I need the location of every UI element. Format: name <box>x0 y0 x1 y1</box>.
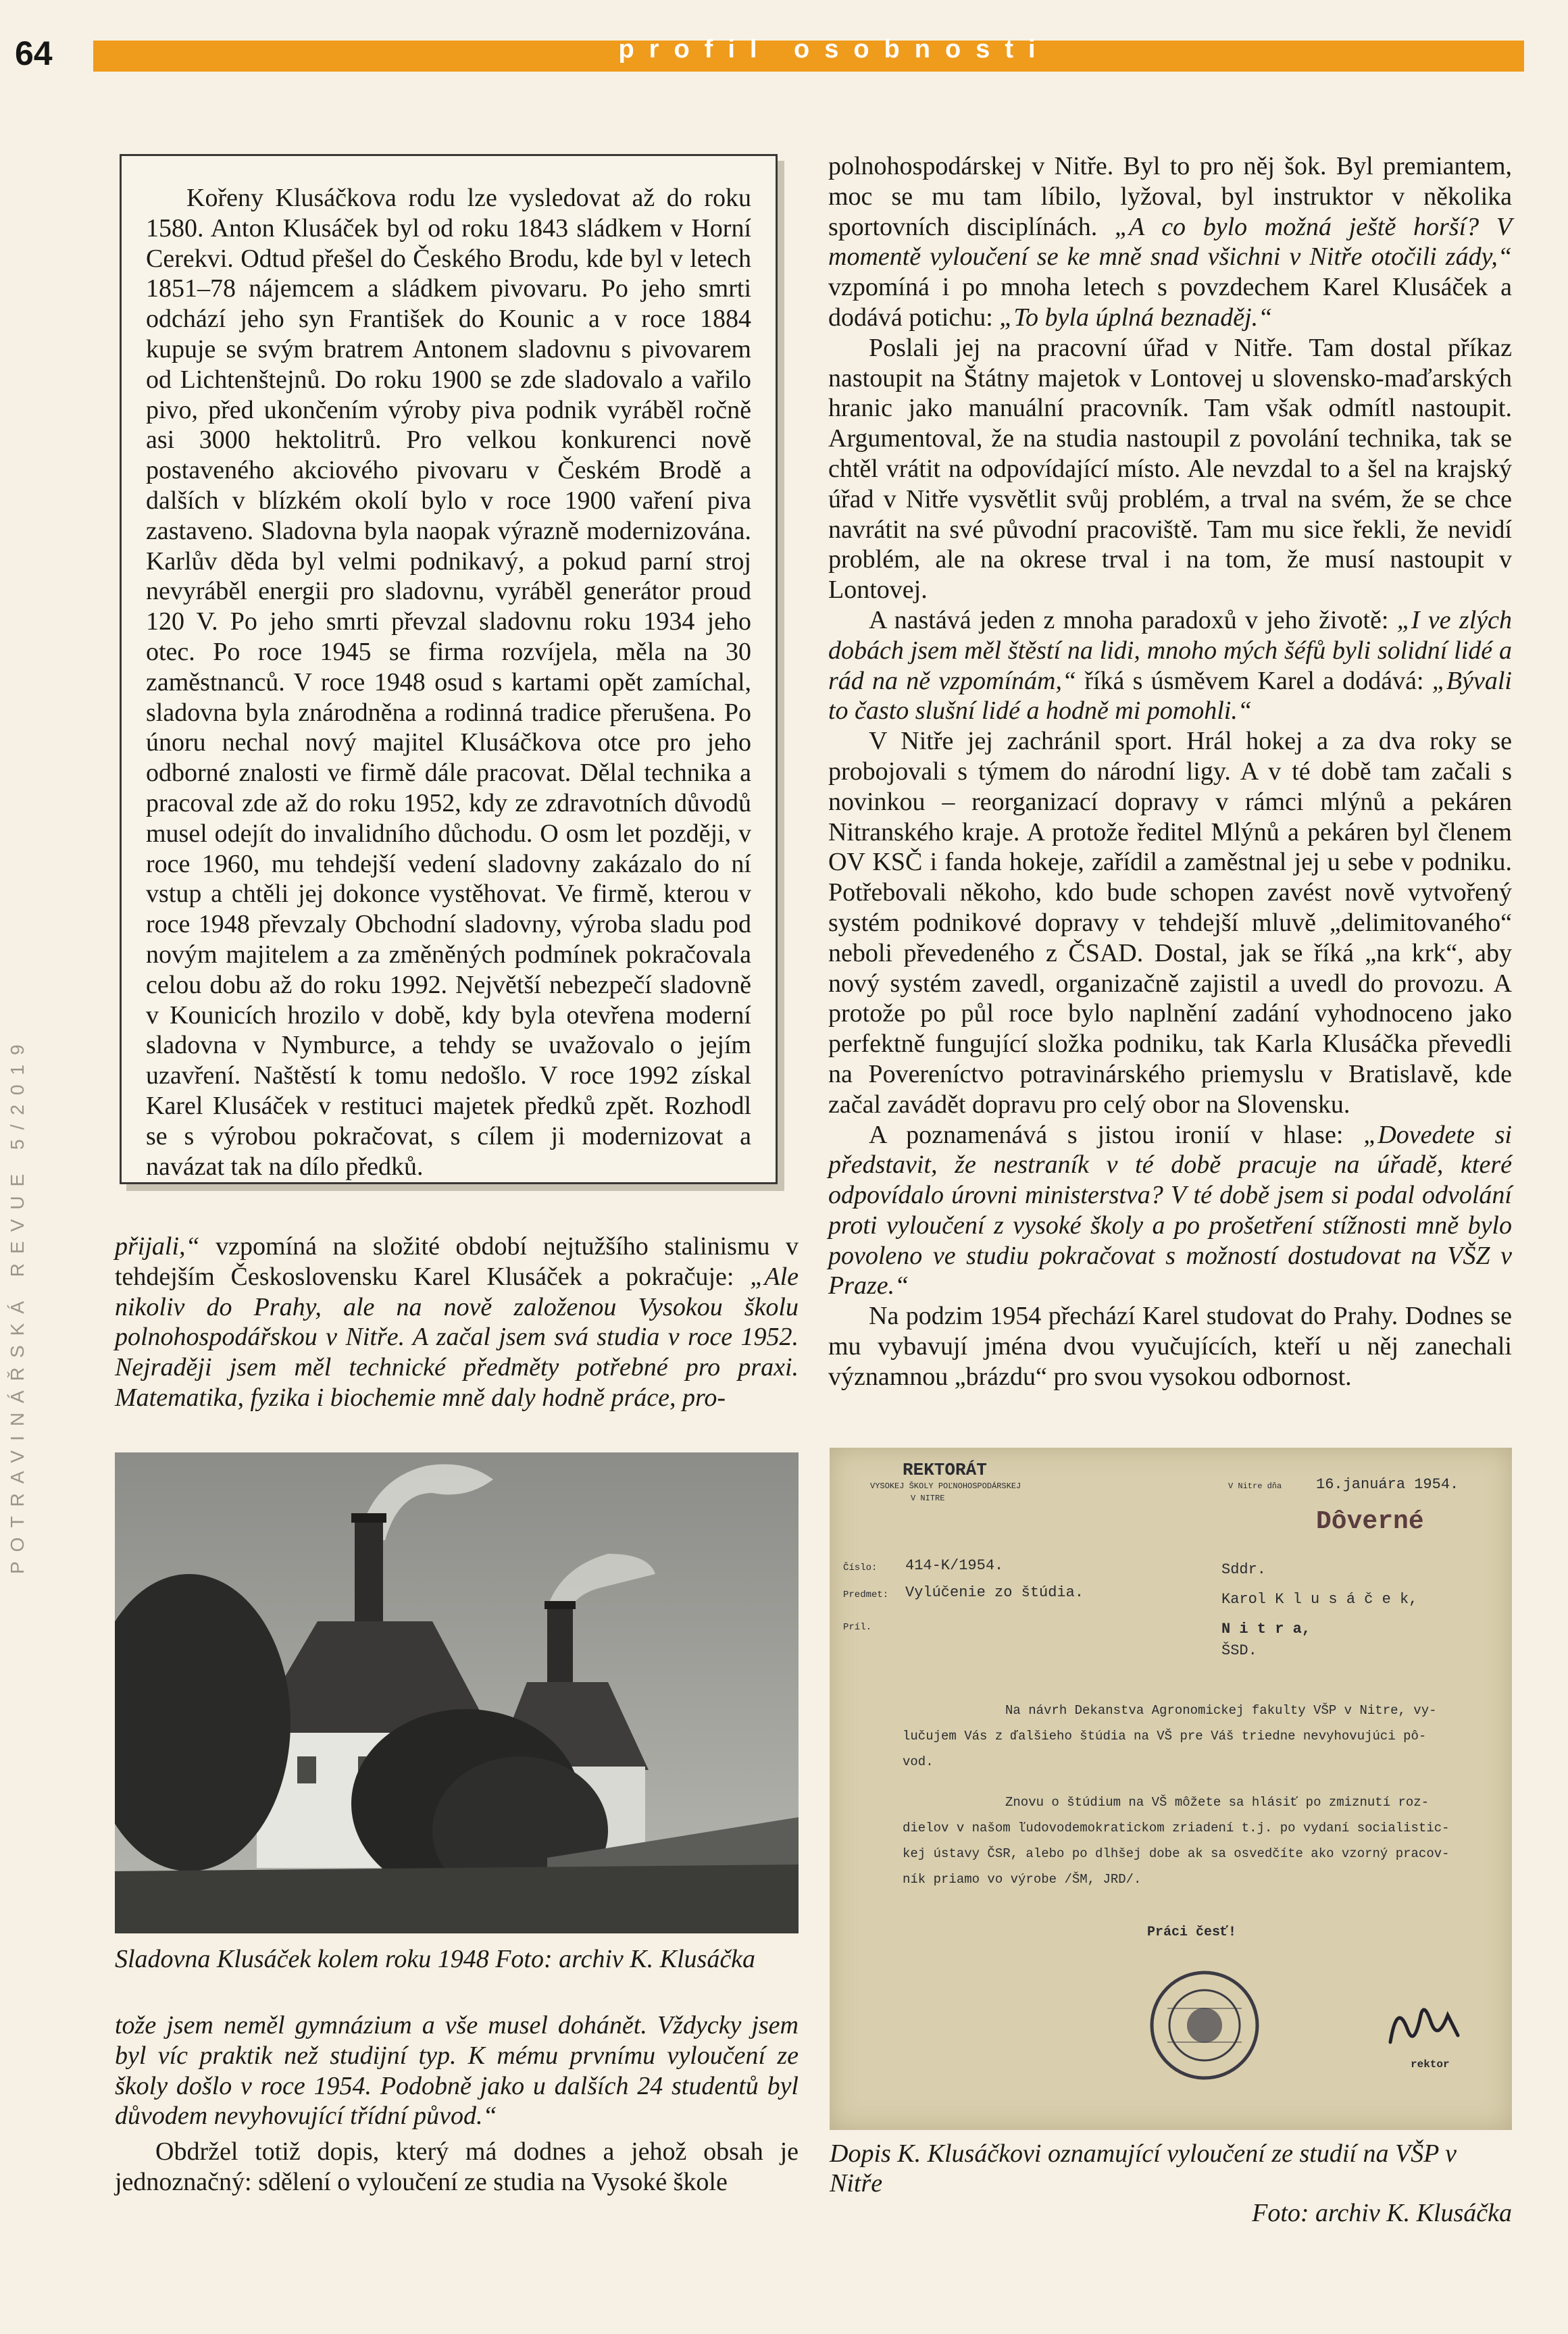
right-p5-italic: „Dovedete si představit, že nestraník v té době pracuje na úřadě, které odpovídalo úrovni ministerstva? V té době jsem si podal odvolání proti vyloučení z vysoké školy a po prošetření stížnosti mně bylo povoleno ve studiu pokračovat s možností dostudovat na VŠZ v Praze.“ <box>828 1120 1512 1300</box>
left-p1-italic-end: „Ale nikoliv do Prahy, ale na nově založenou Vysokou školu polnohospodářskou v Nitře. A začal jsem svá studia v roce 1952. Nejraději jsem měl technické předměty potřebné pro praxi. Matematika, fyzika i biochemie mně daly hodně práce, pro- <box>115 1262 799 1412</box>
left-paragraph-2: tože jsem neměl gymnázium a vše musel dohánět. Vždycky jsem byl víc praktik než studijní typ. K mému prvnímu vyloučení ze školy došlo v roce 1954. Podobně jako u dalších 24 studentů byl důvodem nevyhovující třídní původ.“ <box>115 2011 799 2131</box>
left-column-lower <box>115 2010 799 2198</box>
right-p3-a: A nastává jeden z mnoha paradoxů v jeho životě: <box>869 605 1397 634</box>
letter-caption-text: Dopis K. Klusáčkovi oznamující vyloučení ze studií na VŠP v Nitře <box>830 2139 1457 2198</box>
letter-body-7: ník priamo vo výrobe /ŠM, JRD/. <box>903 1872 1142 1887</box>
right-paragraph-3 <box>828 605 1512 726</box>
right-p1-italic-b: „To byla úplná beznaděj.“ <box>999 303 1273 332</box>
left-p1-normal: vzpomíná na složité období nejtužšího stalinismu v tehdejším Československu Karel Klusáček a pokračuje: <box>115 1232 799 1291</box>
right-p5-a: A poznamenává s jistou ironií v hlase: <box>869 1120 1364 1149</box>
malthouse-photo <box>115 1452 799 1933</box>
right-p3-italic-a: „I ve zlých dobách jsem měl štěstí na lidi, mnoho mých šéfů byli solidní lidé a rád na ně vzpomínám,“ <box>828 605 1512 695</box>
letter-addr-3: N i t r a, <box>1221 1621 1311 1638</box>
letter-body-2: lučujem Vás z ďalšieho štúdia na VŠ pre Váš triedne nevyhovujúci pô- <box>903 1729 1427 1744</box>
letter-addr-4: ŠSD. <box>1221 1642 1257 1659</box>
official-seal-icon <box>1147 1968 1262 2083</box>
left-paragraph-1 <box>115 1232 799 1413</box>
rector-signature-icon <box>1384 1995 1465 2056</box>
letter-priloha-label: Príl. <box>843 1622 872 1633</box>
expulsion-letter-scan <box>830 1448 1512 2130</box>
letter-closing: Práci česť! <box>1147 1925 1237 1940</box>
letter-predmet-label: Predmet: <box>843 1590 889 1600</box>
letter-heading-sub2: V NITRE <box>911 1494 945 1503</box>
letter-body-6: kej ústavy ČSR, alebo po dlhšej dobe ak sa osvedčíte ako vzorný pracov- <box>903 1846 1450 1861</box>
letter-signer: rektor <box>1411 2058 1450 2071</box>
right-column <box>828 151 1512 1392</box>
section-title: profil osobnosti <box>618 35 1051 64</box>
letter-addr-1: Sddr. <box>1221 1561 1267 1578</box>
magazine-side-label: POTRAVINÁŘSKÁ REVUE 5/2019 <box>7 1035 28 1574</box>
letter-cislo-label: Číslo: <box>843 1563 878 1573</box>
left-column <box>115 1232 799 1413</box>
right-paragraph-2: Poslali jej na pracovní úřad v Nitře. Tam dostal příkaz nastoupit na Štátny majetok v Lontovej u slovensko-maďarských hranic jako manuální pracovník. Tam však odmítl nastoupit. Argumentoval, že na studia nastoupil z povolání technika, tak se chtěl vrátit na odpovídající místo. Ale nevzdal to a šel na krajský úřad v Nitře vysvětlit svůj problém, a trval na svém, že se chce navrátit na své původní pracoviště. Tam mu sice řekli, že nevidí problém, ale na okrese trval i na tom, že musí nastoupit v Lontovej. <box>828 333 1512 605</box>
letter-confidential-stamp: Dôverné <box>1316 1507 1424 1536</box>
right-p1-italic-a: „A co bylo možná ještě horší? V momentě vyloučení se ke mně snad všichni v Nitře otočili zády,“ <box>828 212 1512 272</box>
letter-place-date-label: V Nitre dňa <box>1228 1481 1282 1491</box>
letter-addr-2: Karol K l u s á č e k, <box>1221 1591 1418 1608</box>
photo-caption: Sladovna Klusáček kolem roku 1948 Foto: archiv K. Klusáčka <box>115 1945 756 1973</box>
letter-body-1: Na návrh Dekanstva Agronomickej fakulty VŠP v Nitre, vy- <box>1005 1703 1437 1718</box>
letter-caption <box>830 2139 1512 2228</box>
letter-caption-credit: Foto: archiv K. Klusáčka <box>1252 2199 1512 2227</box>
left-paragraph-3: Obdržel totiž dopis, který má dodnes a jehož obsah je jednoznačný: sdělení o vyloučení ze studia na Vysoké škole <box>115 2137 799 2196</box>
history-box-text: Kořeny Klusáčkova rodu lze vysledovat až do roku 1580. Anton Klusáček byl od roku 1843 sládkem v Horní Cerekvi. Odtud přešel do Českého Brodu, kde byl v letech 1851–78 nájemcem a sládkem pivovaru. Po jeho smrti odchází jeho syn František do Kounic a v roce 1884 kupuje se svým bratrem Antonem sladovnu s pivovarem od Lichtenštejnů. Do roku 1900 se zde sladovalo a vařilo pivo, před ukončením výroby piva podnik vyráběl ročně asi 3000 hektolitrů. Pro velkou konkurenci nově postaveného akciového pivovaru v Českém Brodě a dalších v blízkém okolí bylo v roce 1900 vaření piva zastaveno. Sladovna byla naopak výrazně modernizována. Karlův děda byl velmi podnikavý, a pokud parní stroj nevyráběl energii pro sladovnu, vyráběl generátor proud 120 V. Po jeho smrti převzal sladovnu roku 1934 jeho otec. Po roce 1945 se firma rozvíjela, měla na 30 zaměstnanců. V roce 1948 osud s kartami opět zamíchal, sladovna byla znárodněna a rodinná tradice přerušena. Po únoru nechal nový majitel Klusáčkova otce pro jeho odborné znalosti ve firmě dále pracovat. Dělal technika a pracoval zde až do roku 1952, kdy ze zdravotních důvodů musel odejít do invalidního důchodu. O osm let později, v roce 1960, mu tehdejší vedení sladovny zakázalo do ní vstup a chtěli jej dokonce vystěhovat. Ve firmě, kterou v roce 1948 převzaly Obchodní sladovny, výroba sladu pod novým majitelem a za změněných podmínek pokračovala celou dobu až do roku 1992. Největší nebezpečí sladovně v Kounicích hrozilo v době, kdy byla otevřena moderní sladovna v Nymburce, a tehdy se uvažovalo o jejím uzavření. Naštěstí k tomu nedošlo. V roce 1992 získal Karel Klusáček v restituci majetek předků zpět. Rozhodl se s výrobou pokračovat, s cílem ji modernizovat a navázat tak na dílo předků. <box>146 184 751 1181</box>
history-box <box>120 154 778 1184</box>
letter-body-5: dielov v našom ľudovodemokratickom zriadení t.j. po vydaní socialistic- <box>903 1821 1450 1835</box>
right-p1-b: vzpomíná i po mnoha letech s povzdechem Karel Klusáček a dodává potichu: <box>828 273 1512 332</box>
right-paragraph-5 <box>828 1120 1512 1302</box>
right-p3-italic-b: „Bývali to často slušní lidé a hodně mi pomohli.“ <box>828 666 1512 726</box>
letter-body-3: vod. <box>903 1754 934 1769</box>
letter-body-4: Znovu o štúdium na VŠ môžete sa hlásiť po zmiznutí roz- <box>1005 1795 1430 1810</box>
letter-heading-sub1: VYSOKEJ ŠKOLY POĽNOHOSPODÁRSKEJ <box>870 1481 1021 1491</box>
letter-cislo: 414-K/1954. <box>905 1557 1004 1574</box>
letter-predmet: Vylúčenie zo štúdia. <box>905 1584 1084 1601</box>
right-p1-a: polnohospodárskej v Nitře. Byl to pro něj šok. Byl premiantem, moc se mu tam líbilo, lyžoval, byl instruktor v několika sportovních disciplínách. <box>828 152 1512 241</box>
letter-date: 16.januára 1954. <box>1316 1476 1459 1493</box>
right-paragraph-6: Na podzim 1954 přechází Karel studovat do Prahy. Dodnes se mu vybavují jména dvou vyučujících, kteří u něj zanechali významnou „brázdu“ pro svou vysokou odbornost. <box>828 1302 1512 1391</box>
left-p1-italic-start: přijali,“ <box>115 1232 200 1261</box>
right-paragraph-1 <box>828 151 1512 333</box>
right-p3-b: říká s úsměvem Karel a dodává: <box>1076 666 1432 695</box>
letter-heading: REKTORÁT <box>903 1460 987 1480</box>
page-number: 64 <box>15 34 53 72</box>
right-paragraph-4: V Nitře jej zachránil sport. Hrál hokej a za dva roky se probojovali s týmem do národní ligy. A v té době tam začali s novinkou – reorganizací dopravy v rámci mlýnů a pekáren Nitranského kraje. A protože ředitel Mlýnů a pekáren byl členem OV KSČ i fanda hokeje, zařídil a zaměstnal jej u sebe v podniku. Potřebovali někoho, kdo bude schopen zavést nově vytvořený systém podnikové dopravy v tehdejší mluvě „delimitovaného“ neboli převedeného z ČSAD. Dostal, jak se říká „na krk“, aby nový systém zavedl, organizačně zajistil a uvedl do provozu. A protože po půl roce bylo naplnění zadání vyhodnoceno jako perfektně fungující složka podniku, tak Karla Klusáčka převedli na Povereníctvo potravinárského priemyslu v Bratislavě, kde začal zavádět dopravu pro celý obor na Slovensku. <box>828 727 1512 1119</box>
